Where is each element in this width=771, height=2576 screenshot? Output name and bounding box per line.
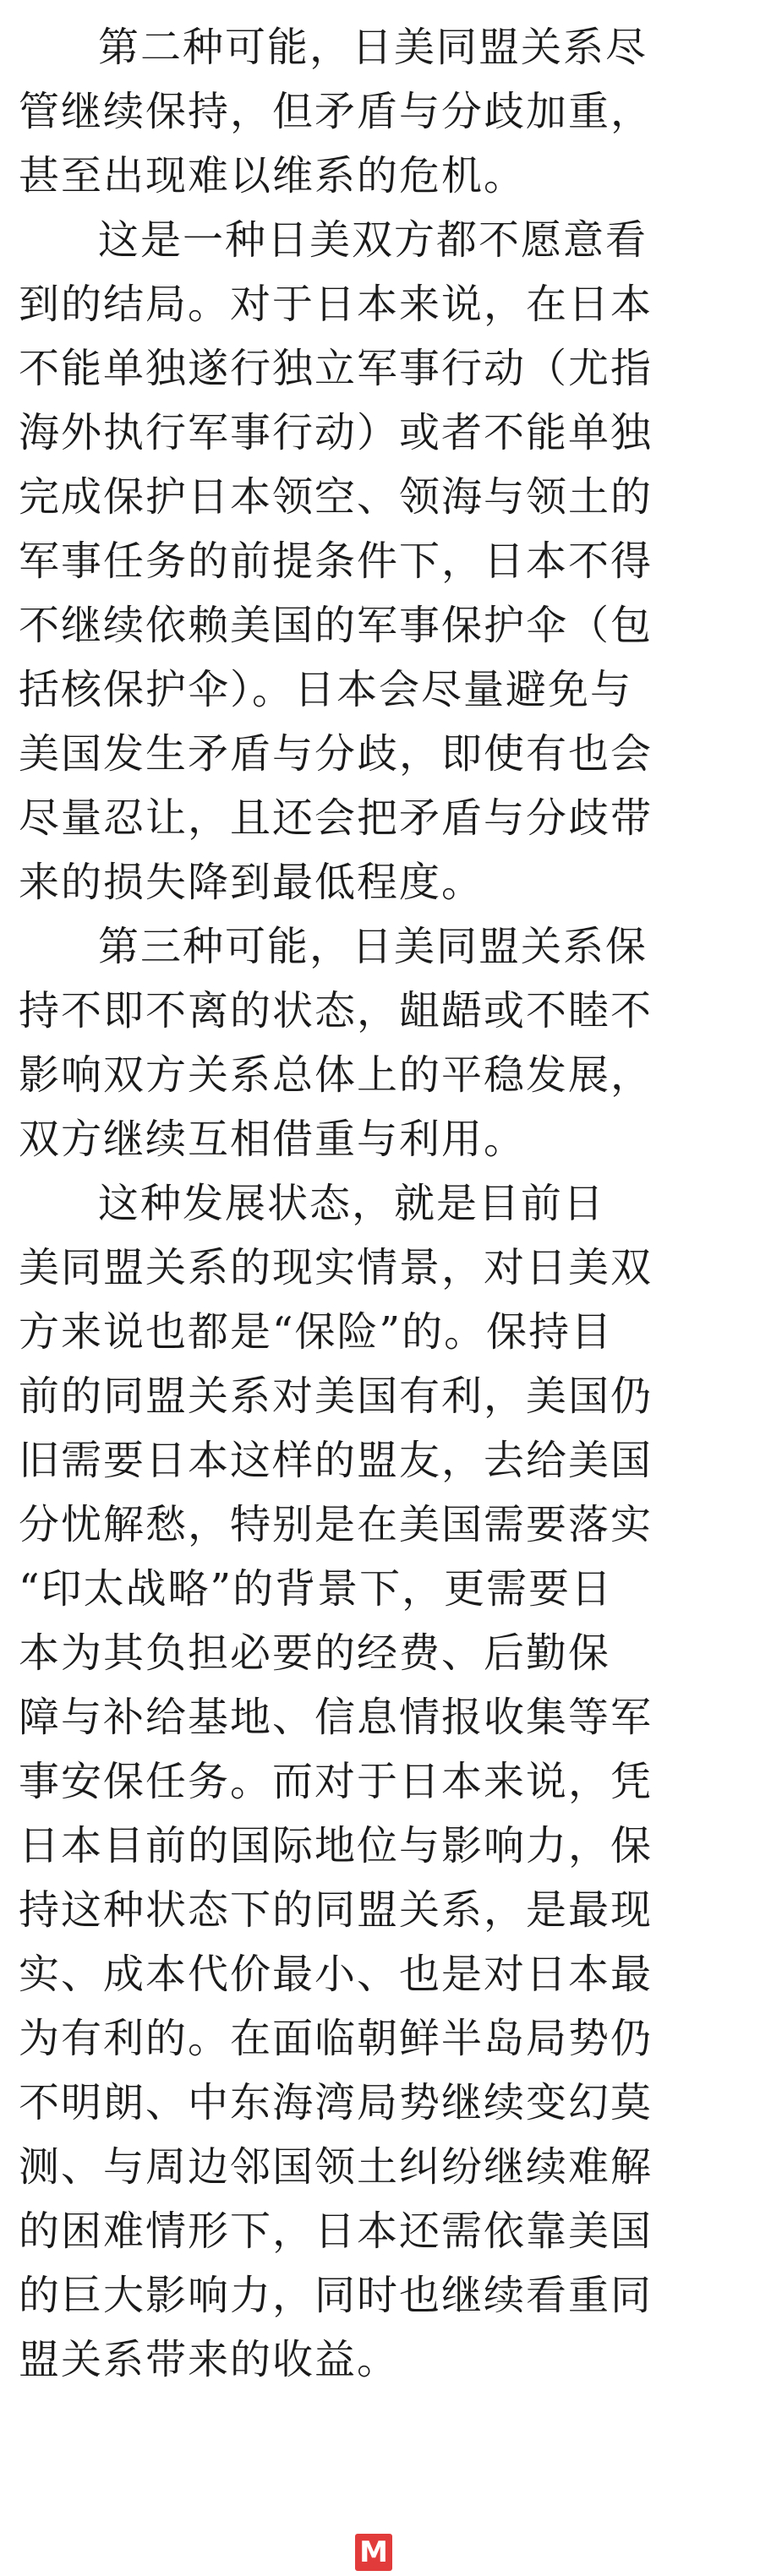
text-line: 不明朗、中东海湾局势继续变幻莫: [19, 2079, 653, 2126]
paragraph: [19, 15, 752, 208]
article-body: [19, 15, 752, 2392]
text-line: 括核保护伞）。日本会尽量避免与: [19, 666, 633, 713]
text-line: 海外执行军事行动）或者不能单独: [19, 409, 653, 456]
text-line: 到的结局。对于日本来说，在日本: [19, 281, 653, 328]
text-line: 事安保任务。而对于日本来说，凭: [19, 1758, 653, 1805]
text-line: 的困难情形下，日本还需依靠美国: [19, 2208, 653, 2255]
text-line: 第二种可能，日美同盟关系尽: [98, 24, 648, 71]
text-line: 完成保护日本领空、领海与领土的: [19, 473, 653, 521]
paragraph: [19, 914, 752, 1171]
text-line: 美同盟关系的现实情景，对日美双: [19, 1244, 653, 1291]
text-line: 管继续保持，但矛盾与分歧加重，: [19, 88, 653, 135]
text-line: 美国发生矛盾与分歧，即使有也会: [19, 730, 653, 778]
text-line: 分忧解愁，特别是在美国需要落实: [19, 1501, 653, 1548]
text-line: “印太战略”的背景下，更需要日: [19, 1565, 614, 1613]
text-line: 为有利的。在面临朝鲜半岛局势仍: [19, 2015, 653, 2062]
text-line: 不能单独遂行独立军事行动（尤指: [19, 345, 653, 392]
text-line: 实、成本代价最小、也是对日本最: [19, 1951, 653, 1998]
text-line: 持不即不离的状态，龃龉或不睦不: [19, 987, 653, 1034]
text-line: 障与补给基地、信息情报收集等军: [19, 1694, 653, 1741]
text-line: 前的同盟关系对美国有利，美国仍: [19, 1373, 653, 1420]
text-line: 持这种状态下的同盟关系，是最现: [19, 1886, 653, 1934]
text-line: 影响双方关系总体上的平稳发展，: [19, 1051, 653, 1099]
text-line: 不继续依赖美国的军事保护伞（包: [19, 602, 653, 649]
watermark-logo-icon: [355, 2534, 392, 2571]
text-line: 的巨大影响力，同时也继续看重同: [19, 2272, 653, 2319]
watermark-letter: M: [359, 2535, 388, 2569]
text-line: 盟关系带来的收益。: [19, 2336, 400, 2383]
text-line: 测、与周边邻国领土纠纷继续难解: [19, 2143, 653, 2191]
text-line: 尽量忍让，且还会把矛盾与分歧带: [19, 794, 653, 842]
text-line: 旧需要日本这样的盟友，去给美国: [19, 1437, 653, 1484]
text-line: 本为其负担必要的经费、后勤保: [19, 1629, 611, 1677]
text-line: 方来说也都是“保险”的。保持目: [19, 1308, 614, 1356]
text-line: 军事任务的前提条件下，日本不得: [19, 538, 653, 585]
text-line: 双方继续互相借重与利用。: [19, 1116, 527, 1163]
text-line: 这是一种日美双方都不愿意看: [98, 216, 648, 264]
paragraph: [19, 208, 752, 914]
text-line: 第三种可能，日美同盟关系保: [98, 923, 648, 970]
text-line: 这种发展状态，就是目前日: [98, 1180, 606, 1227]
text-line: 来的损失降到最低程度。: [19, 859, 484, 906]
text-line: 日本目前的国际地位与影响力，保: [19, 1822, 653, 1869]
text-line: 甚至出现难以维系的危机。: [19, 152, 527, 199]
paragraph: [19, 1171, 752, 2392]
